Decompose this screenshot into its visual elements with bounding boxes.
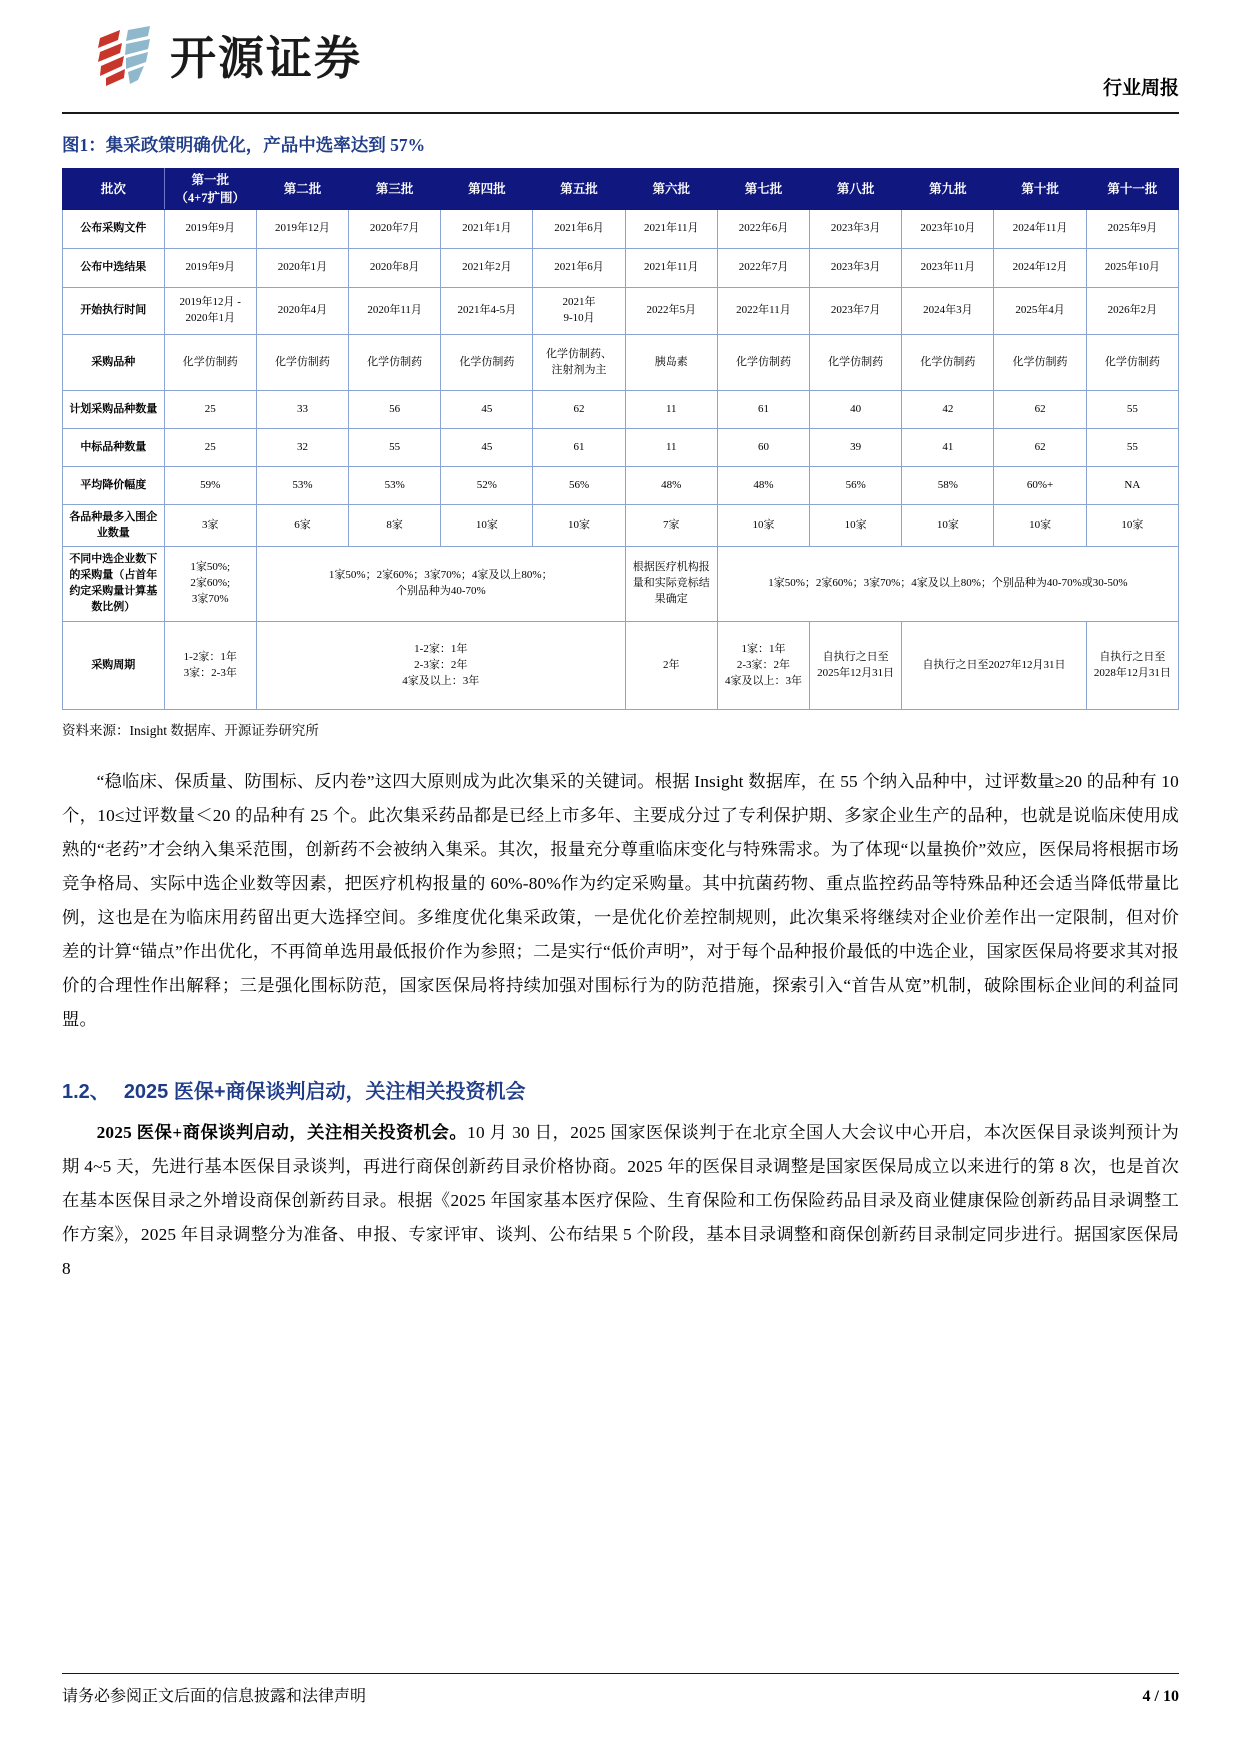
- section-heading: [62, 1075, 1179, 1104]
- table-cell: 25: [164, 391, 256, 429]
- table-row-ratio: [63, 547, 1179, 622]
- table-cell: 2025年9月: [1086, 210, 1178, 249]
- table-cell: 2019年9月: [164, 210, 256, 249]
- table-cell: 2024年11月: [994, 210, 1086, 249]
- table-cell: 10家: [902, 505, 994, 547]
- page-footer: [62, 1673, 1179, 1706]
- table-cell: 2年: [625, 622, 717, 710]
- table-cell: 2026年2月: [1086, 288, 1178, 335]
- table-cell: 60%+: [994, 467, 1086, 505]
- table-cell: 1家50%; 2家60%; 3家70%: [164, 547, 256, 622]
- table-cell: 11: [625, 429, 717, 467]
- row-label: 中标品种数量: [63, 429, 165, 467]
- table-cell: 53%: [256, 467, 348, 505]
- table-cell: 55: [1086, 429, 1178, 467]
- table-cell: 自执行之日至2028年12月31日: [1086, 622, 1178, 710]
- table-row: [63, 335, 1179, 391]
- body-paragraph-2-rest: 10 月 30 日，2025 国家医保谈判于在北京全国人大会议中心开启，本次医保目录谈判预计为期 4~5 天，先进行基本医保目录谈判，再进行商保创新药目录价格协商。2025 年的医保目录调整是国家医保局成立以来进行的第 8 次，也是首次在基本医保目录之外增设商保创新药目录。根据《2025 年国家基本医疗保险、生育保险和工伤保险药品目录及商业健康保险创新药品目录调整工作方案》，2025 年目录调整分为准备、申报、专家评审、谈判、公布结果 5 个阶段，基本目录调整和商保创新药目录制定同步进行。据国家医保局 8: [62, 1123, 1180, 1279]
- table-cell: 2021年6月: [533, 210, 625, 249]
- table-cell: 41: [902, 429, 994, 467]
- table-cell: 2019年12月: [256, 210, 348, 249]
- table-cell: 2021年6月: [533, 249, 625, 288]
- table-cell: NA: [1086, 467, 1178, 505]
- col-header-batch-5: 第五批: [533, 169, 625, 210]
- table-cell: 化学仿制药: [1086, 335, 1178, 391]
- table-row: [63, 429, 1179, 467]
- table-cell: 2024年12月: [994, 249, 1086, 288]
- table-cell: 化学仿制药: [441, 335, 533, 391]
- col-header-batch-2: 第二批: [256, 169, 348, 210]
- row-label: 采购周期: [63, 622, 165, 710]
- table-cell: 39: [810, 429, 902, 467]
- table-cell: 56: [349, 391, 441, 429]
- table-cell: 60: [717, 429, 809, 467]
- col-header-batch-9: 第九批: [902, 169, 994, 210]
- col-header-batch-11: 第十一批: [1086, 169, 1178, 210]
- table-cell: 2022年6月: [717, 210, 809, 249]
- table-cell: 2021年1月: [441, 210, 533, 249]
- table-cell-merged: 1家50%；2家60%；3家70%；4家及以上80%；个别品种为40-70%或30-50%: [717, 547, 1178, 622]
- table-cell: 52%: [441, 467, 533, 505]
- table-cell: 2021年11月: [625, 249, 717, 288]
- table-cell: 48%: [717, 467, 809, 505]
- table-cell: 2020年11月: [349, 288, 441, 335]
- table-cell: 8家: [349, 505, 441, 547]
- header-divider: [62, 112, 1179, 114]
- table-cell: 2021年11月: [625, 210, 717, 249]
- col-header-batch-10: 第十批: [994, 169, 1086, 210]
- body-paragraph-1: “稳临床、保质量、防围标、反内卷”这四大原则成为此次集采的关键词。根据 Insight 数据库，在 55 个纳入品种中，过评数量≥20 的品种有 10 个，10≤过评数量＜20 的品种有 25 个。此次集采药品都是已经上市多年、主要成分过了专利保护期、多家企业生产的品种，也就是说临床使用成熟的“老药”才会纳入集采范围，创新药不会被纳入集采。其次，报量充分尊重临床变化与特殊需求。为了体现“以量换价”效应，医保局将根据市场竞争格局、实际中选企业数等因素，把医疗机构报量的 60%-80%作为约定采购量。其中抗菌药物、重点监控药品等特殊品种还会适当降低带量比例，这也是在为临床用药留出更大选择空间。多维度优化集采政策，一是优化价差控制规则，此次集采将继续对企业价差作出一定限制，但对价差的计算“锚点”作出优化，不再简单选用最低报价作为参照；二是实行“低价声明”，对于每个品种报价最低的中选企业，国家医保局将要求其对报价的合理性作出解释；三是强化围标防范，国家医保局将持续加强对围标行为的防范措施，探索引入“首告从宽”机制，破除围标企业间的利益同盟。: [62, 772, 1179, 1030]
- table-cell: 胰岛素: [625, 335, 717, 391]
- table-cell: 48%: [625, 467, 717, 505]
- section-number: 1.2、: [62, 1081, 110, 1104]
- table-cell: 10家: [441, 505, 533, 547]
- col-header-batch-7: 第七批: [717, 169, 809, 210]
- table-cell: 33: [256, 391, 348, 429]
- table-cell: 化学仿制药: [164, 335, 256, 391]
- table-cell: 2021年4-5月: [441, 288, 533, 335]
- table-cell: 2019年12月 - 2020年1月: [164, 288, 256, 335]
- table-row: [63, 288, 1179, 335]
- table-cell: 45: [441, 429, 533, 467]
- table-cell: 25: [164, 429, 256, 467]
- table-row: [63, 505, 1179, 547]
- col-header-batch-6: 第六批: [625, 169, 717, 210]
- body-paragraph-2: [62, 1116, 1179, 1286]
- table-row: [63, 210, 1179, 249]
- col-header-batch-4: 第四批: [441, 169, 533, 210]
- table-cell: 45: [441, 391, 533, 429]
- table-cell: 58%: [902, 467, 994, 505]
- row-label: 平均降价幅度: [63, 467, 165, 505]
- table-cell: 化学仿制药: [994, 335, 1086, 391]
- table-cell: 62: [994, 429, 1086, 467]
- col-header-batch: 批次: [63, 169, 165, 210]
- table-cell: 10家: [533, 505, 625, 547]
- col-header-batch-1-line1: 第一批: [191, 173, 229, 187]
- procurement-batches-table: [62, 168, 1179, 710]
- body-paragraph-2-lead: 2025 医保+商保谈判启动，关注相关投资机会。: [96, 1123, 468, 1143]
- table-cell: 2025年4月: [994, 288, 1086, 335]
- table-header-row: [63, 169, 1179, 210]
- table-cell: 32: [256, 429, 348, 467]
- section-title: 2025 医保+商保谈判启动，关注相关投资机会: [123, 1081, 526, 1104]
- table-cell: 11: [625, 391, 717, 429]
- table-cell: 10家: [994, 505, 1086, 547]
- table-cell: 化学仿制药: [349, 335, 441, 391]
- table-cell: 61: [533, 429, 625, 467]
- brand-name: 开源证券: [170, 32, 362, 84]
- row-label: 公布采购文件: [63, 210, 165, 249]
- table-cell: 化学仿制药: [810, 335, 902, 391]
- body-paragraph-2-wrap: [62, 1116, 1179, 1286]
- footer-page-number: 4 / 10: [1142, 1688, 1179, 1705]
- table-cell: 10家: [1086, 505, 1178, 547]
- table-cell: 2020年4月: [256, 288, 348, 335]
- table-row: [63, 391, 1179, 429]
- table-cell: 10家: [717, 505, 809, 547]
- row-label: 公布中选结果: [63, 249, 165, 288]
- document-type-label: 行业周报: [1102, 78, 1179, 99]
- table-cell: 2021年2月: [441, 249, 533, 288]
- row-label: 开始执行时间: [63, 288, 165, 335]
- table-cell: 2019年9月: [164, 249, 256, 288]
- table-cell: 自执行之日至2025年12月31日: [810, 622, 902, 710]
- table-cell: 化学仿制药、 注射剂为主: [533, 335, 625, 391]
- figure-source: 资料来源：Insight 数据库、开源证券研究所: [62, 723, 319, 739]
- table-cell: 2020年7月: [349, 210, 441, 249]
- col-header-batch-1: [164, 169, 256, 210]
- table-cell: 59%: [164, 467, 256, 505]
- table-cell: 2025年10月: [1086, 249, 1178, 288]
- table-cell: 40: [810, 391, 902, 429]
- table-cell: 2021年 9-10月: [533, 288, 625, 335]
- logo-mark-icon: [94, 22, 156, 88]
- table-cell: 2024年3月: [902, 288, 994, 335]
- table-cell: 化学仿制药: [717, 335, 809, 391]
- table-cell: 55: [349, 429, 441, 467]
- table-cell: 根据医疗机构报量和实际竞标结果确定: [625, 547, 717, 622]
- col-header-batch-8: 第八批: [810, 169, 902, 210]
- table-cell-merged: 自执行之日至2027年12月31日: [902, 622, 1086, 710]
- table-cell-merged: 1-2家：1年 2-3家：2年 4家及以上：3年: [256, 622, 625, 710]
- table-cell: 化学仿制药: [902, 335, 994, 391]
- row-label: 各品种最多入围企业数量: [63, 505, 165, 547]
- table-cell: 1-2家：1年 3家：2-3年: [164, 622, 256, 710]
- table-cell: 62: [994, 391, 1086, 429]
- table-cell: 62: [533, 391, 625, 429]
- table-cell: 7家: [625, 505, 717, 547]
- table-cell: 2023年3月: [810, 210, 902, 249]
- table-cell: 2022年11月: [717, 288, 809, 335]
- row-label: 不同中选企业数下的采购量（占首年约定采购量计算基数比例）: [63, 547, 165, 622]
- row-label: 采购品种: [63, 335, 165, 391]
- row-label: 计划采购品种数量: [63, 391, 165, 429]
- col-header-batch-3: 第三批: [349, 169, 441, 210]
- table-cell: 2023年3月: [810, 249, 902, 288]
- table-cell: 42: [902, 391, 994, 429]
- table-cell: 6家: [256, 505, 348, 547]
- table-cell: 2023年11月: [902, 249, 994, 288]
- table-cell: 2023年10月: [902, 210, 994, 249]
- footer-disclaimer: 请务必参阅正文后面的信息披露和法律声明: [62, 1688, 367, 1705]
- figure-title: 图1：集采政策明确优化，产品中选率达到 57%: [62, 135, 426, 155]
- table-cell: 3家: [164, 505, 256, 547]
- table-cell: 56%: [533, 467, 625, 505]
- brand-logo: [94, 22, 362, 88]
- table-cell-merged: 1家50%；2家60%；3家70%；4家及以上80%； 个别品种为40-70%: [256, 547, 625, 622]
- table-body: [63, 210, 1179, 710]
- table-cell: 2022年7月: [717, 249, 809, 288]
- col-header-batch-1-line2: （4+7扩围）: [175, 191, 246, 206]
- table-cell: 1家：1年 2-3家：2年 4家及以上：3年: [717, 622, 809, 710]
- table-cell: 2020年8月: [349, 249, 441, 288]
- table-cell: 2020年1月: [256, 249, 348, 288]
- table-row-cycle: [63, 622, 1179, 710]
- page-header: [62, 0, 1179, 112]
- table-cell: 10家: [810, 505, 902, 547]
- table-cell: 61: [717, 391, 809, 429]
- table-cell: 化学仿制药: [256, 335, 348, 391]
- table-cell: 55: [1086, 391, 1178, 429]
- table-cell: 2022年5月: [625, 288, 717, 335]
- table-cell: 53%: [349, 467, 441, 505]
- table-row: [63, 467, 1179, 505]
- body-paragraph-1-wrap: [62, 765, 1179, 1037]
- table-cell: 2023年7月: [810, 288, 902, 335]
- table-cell: 56%: [810, 467, 902, 505]
- table-row: [63, 249, 1179, 288]
